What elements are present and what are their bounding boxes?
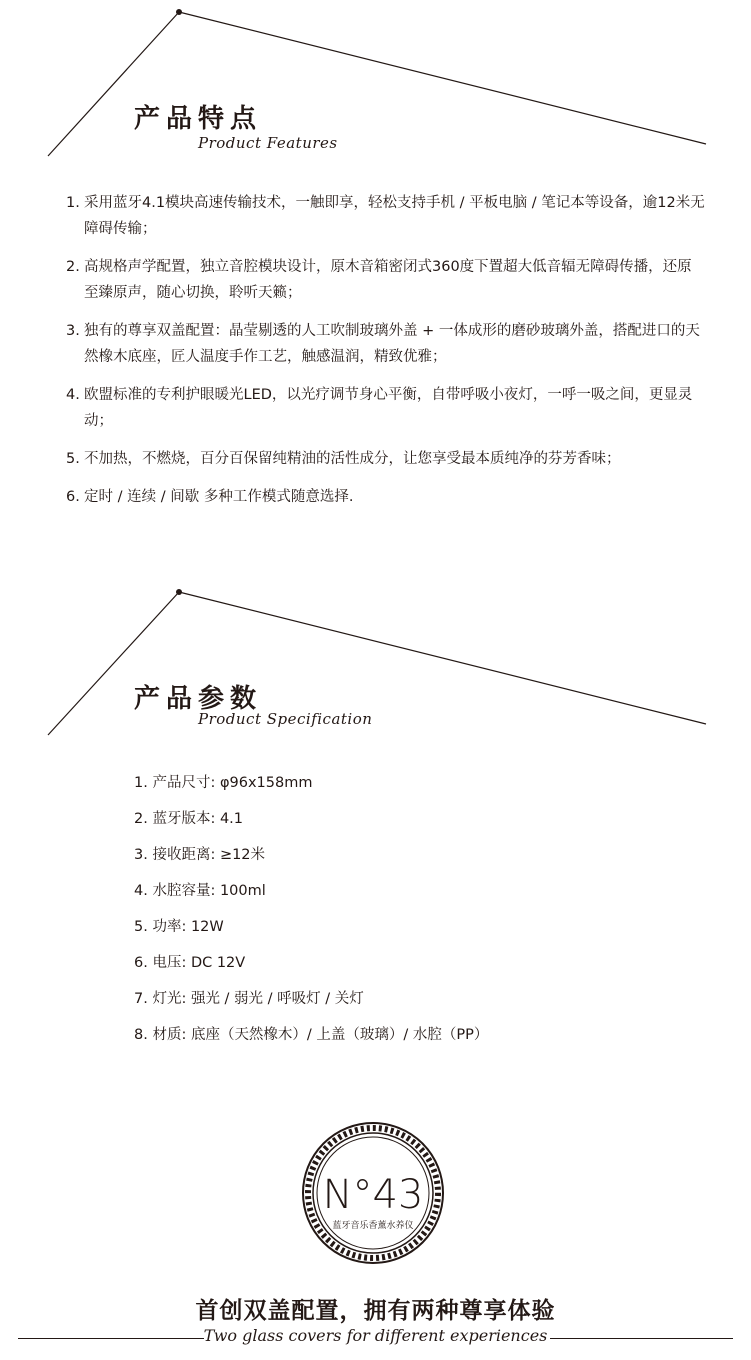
features-subtitle: Product Features	[198, 134, 338, 152]
spec-item: 6. 电压: DC 12V	[134, 955, 246, 971]
feature-item: 1. 采用蓝牙4.1模块高速传输技术，一触即享，轻松支持手机 / 平板电脑 / 笔记本等设备，逾12米无障碍传输；	[66, 195, 705, 237]
spec-item: 3. 接收距离: ≥12米	[134, 847, 266, 863]
slogan-rule-right	[550, 1338, 733, 1339]
feature-item: 4. 欧盟标准的专利护眼暖光LED，以光疗调节身心平衡，自带呼吸小夜灯，一呼一吸之间，更显灵动；	[66, 387, 693, 429]
badge-mark: N°43	[322, 1172, 424, 1218]
slogan-subtitle: Two glass covers for different experiences	[203, 1326, 548, 1345]
spec-item: 5. 功率: 12W	[134, 919, 224, 935]
features-list	[66, 190, 706, 522]
slogan-title: 首创双盖配置，拥有两种尊享体验	[195, 1298, 556, 1324]
spec-item: 4. 水腔容量: 100ml	[134, 883, 266, 899]
brand-badge-logo	[298, 1118, 448, 1268]
feature-item: 3. 独有的尊享双盖配置：晶莹剔透的人工吹制玻璃外盖 + 一体成形的磨砂玻璃外盖，搭配进口的天然橡木底座，匠人温度手作工艺，触感温润，精致优雅；	[66, 323, 700, 365]
specs-title: 产品参数	[134, 684, 263, 714]
feature-item: 5. 不加热，不燃烧，百分百保留纯精油的活性成分，让您享受最本质纯净的芬芳香味；	[66, 451, 621, 467]
spec-item: 2. 蓝牙版本: 4.1	[134, 811, 243, 827]
specs-list	[134, 772, 488, 1060]
spec-item: 1. 产品尺寸: φ96x158mm	[134, 775, 313, 791]
specs-subtitle: Product Specification	[198, 710, 373, 728]
spec-item: 7. 灯光: 强光 / 弱光 / 呼吸灯 / 关灯	[134, 991, 364, 1007]
feature-item: 2. 高规格声学配置，独立音腔模块设计，原木音箱密闭式360度下置超大低音辐无障碍传播，还原至臻原声，随心切换，聆听天籁；	[66, 259, 692, 301]
badge-caption: 蓝牙音乐香薰水养仪	[332, 1221, 414, 1231]
feature-item: 6. 定时 / 连续 / 间歇 多种工作模式随意选择.	[66, 489, 354, 505]
features-title: 产品特点	[134, 104, 263, 134]
spec-item: 8. 材质: 底座（天然橡木）/ 上盖（玻璃）/ 水腔（PP）	[134, 1027, 489, 1043]
